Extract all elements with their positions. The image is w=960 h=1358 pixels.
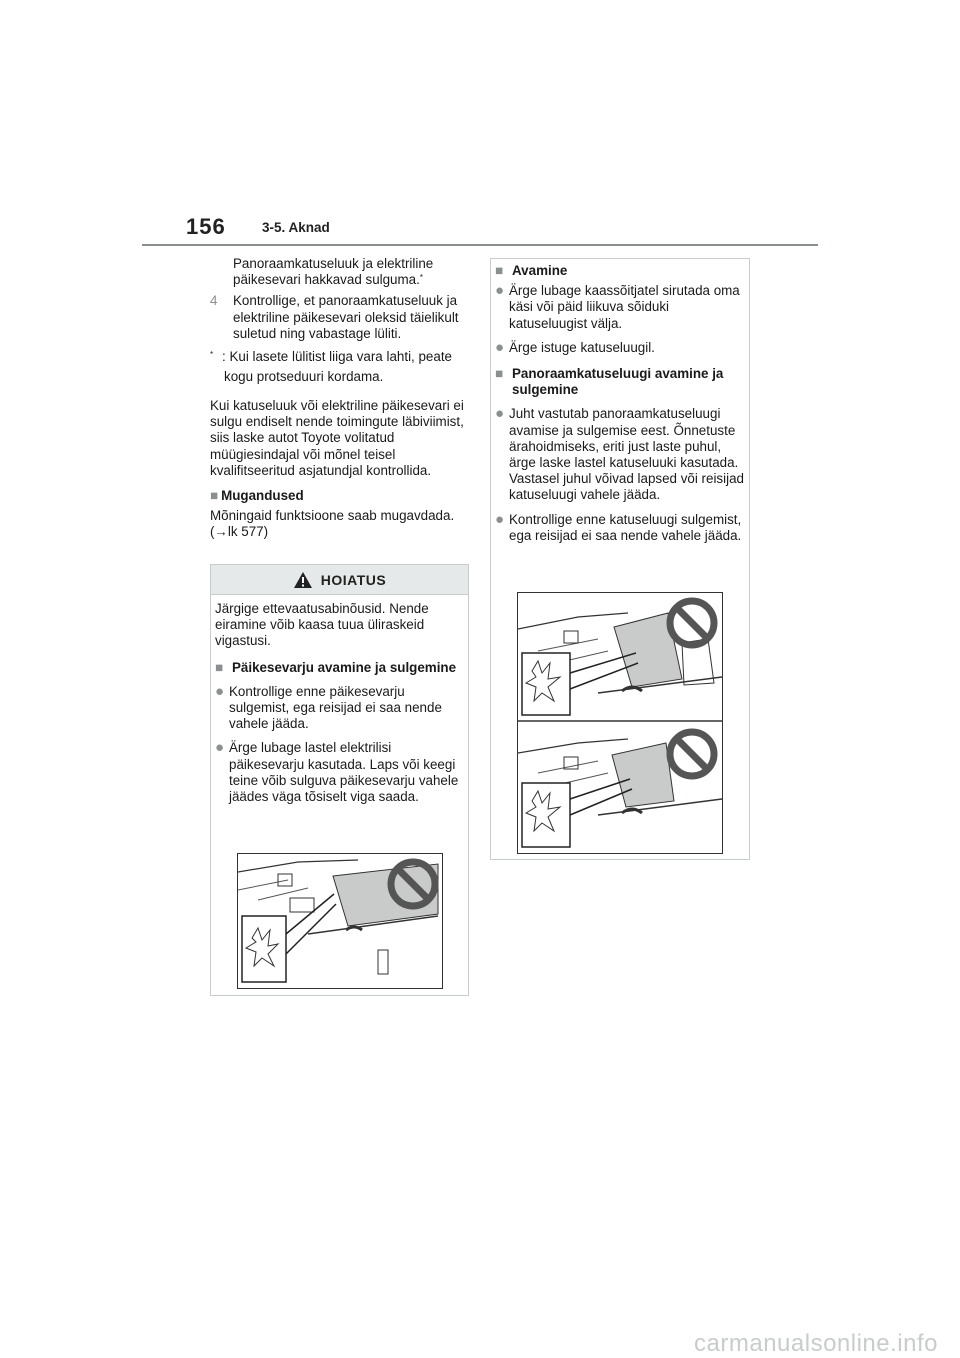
opening-heading — [495, 263, 744, 279]
panorama-heading-text: Panoraamkatuseluugi avamine ja sulgemine — [512, 366, 724, 398]
step-number: 4 — [210, 293, 218, 309]
footnote-ref: * — [419, 273, 423, 283]
custom-text — [210, 508, 472, 540]
warning-header — [211, 565, 468, 595]
prohibition-icon — [386, 857, 440, 911]
sunshade-heading-text: Päikesevarju avamine ja sulgemine — [232, 659, 457, 675]
bullet-icon: ● — [495, 510, 505, 528]
bullet-text: Kontrollige enne katuseluugi sulgemist, ega reisijad ei saa nende vahele jääda. — [509, 511, 742, 543]
panorama-heading — [495, 366, 744, 398]
left-column — [210, 256, 472, 541]
warning-intro: Järgige ettevaatusabinõusid. Nende eiramine võib kaasa tuua üliraskeid vigastusi. — [215, 601, 429, 649]
bullet-text: Juht vastutab panoraamkatuseluugi avamise ja sulgemise eest. Õnnetuste ärahoidmiseks, eriti just laste puhul, ärge laske lastel katuseluuki kasutada. Vastasel juhul võivad lapsed või reisijad katuseluugi vahele jääda. — [509, 406, 744, 503]
service-paragraph: Kui katuseluuk või elektriline päikesevari ei sulgu endiselt nende toimingute läbiviimist, siis laske autot Toyote volitatud müügiesindajal või mõnel teisel kvalifitseeritud asjatundjal kontrollida. — [210, 398, 464, 478]
arrow-icon: → — [214, 524, 228, 540]
page-number: 156 — [186, 214, 226, 239]
footnote-line-1: : Kui lasete lülitist liiga vara lahti, peate — [222, 349, 452, 365]
footnote-mark: * — [210, 350, 214, 360]
bullet-text: Kontrollige enne päikesevarju sulgemist, ega reisijad ei saa nende vahele jääda. — [229, 683, 442, 732]
custom-heading — [210, 488, 472, 504]
square-bullet-icon: ■ — [495, 263, 504, 278]
panorama-bullet-1 — [495, 406, 744, 503]
footnote-line-2: kogu protseduuri kordama. — [224, 369, 384, 385]
sunshade-heading — [215, 660, 464, 676]
step-4-text: Kontrollige, et panoraamkatuseluuk ja elektriline päikesevari oleksid täielikult suletud ning vabastage lüliti. — [233, 293, 459, 341]
panoramic-roof-illustration — [517, 592, 723, 854]
caution-body — [491, 259, 749, 544]
sunshade-bullet-1 — [215, 684, 464, 733]
square-bullet-icon: ■ — [495, 366, 504, 382]
warning-title: HOIATUS — [320, 571, 387, 588]
bullet-icon: ● — [495, 338, 505, 356]
prohibition-icon — [665, 727, 719, 781]
warning-body — [211, 595, 468, 805]
custom-text-body: Mõningaid funktsioone saab mugavdada. ( — [210, 508, 455, 540]
site-watermark: carmanualsonline.info — [694, 1330, 938, 1357]
header-rule — [142, 244, 818, 246]
sunshade-illustration — [237, 853, 443, 989]
footnote — [210, 347, 472, 367]
bullet-icon: ● — [495, 405, 505, 423]
opening-bullet-1 — [495, 283, 744, 332]
page-reference-link[interactable]: lk 577) — [227, 524, 269, 540]
bullet-text: Ärge lubage kaassõitjatel sirutada oma käsi või päid liikuva sõiduki katuseluugist välja. — [509, 283, 740, 331]
step-3-text: Panoraamkatuseluuk ja elektriline päikesevari hakkavad sulguma. — [233, 256, 434, 288]
opening-heading-text: Avamine — [512, 263, 568, 278]
bullet-text: Ärge istuge katuseluugil. — [509, 339, 655, 355]
sunshade-bullet-2 — [215, 740, 464, 805]
chapter-title: 3-5. Aknad — [262, 220, 330, 235]
bullet-icon: ● — [215, 739, 225, 757]
warning-triangle-icon — [293, 571, 313, 589]
panorama-bullet-2 — [495, 512, 744, 544]
step-4 — [210, 293, 472, 342]
warning-box — [210, 564, 469, 996]
step-3-continuation — [210, 256, 472, 288]
opening-bullet-2 — [495, 340, 744, 356]
custom-heading-text: Mugandused — [221, 488, 304, 504]
prohibition-icon — [665, 596, 719, 650]
bullet-icon: ● — [215, 682, 225, 700]
bullet-text: Ärge lubage lastel elektrilisi päikesevarju kasutada. Laps või keegi teine võib sulguva päikesevarju vahele jäädes väga tõsiselt viga saada. — [229, 740, 459, 805]
square-bullet-icon: ■ — [215, 659, 224, 675]
square-bullet-icon: ■ — [210, 488, 219, 504]
caution-box-right — [490, 258, 750, 860]
bullet-icon: ● — [495, 282, 505, 300]
